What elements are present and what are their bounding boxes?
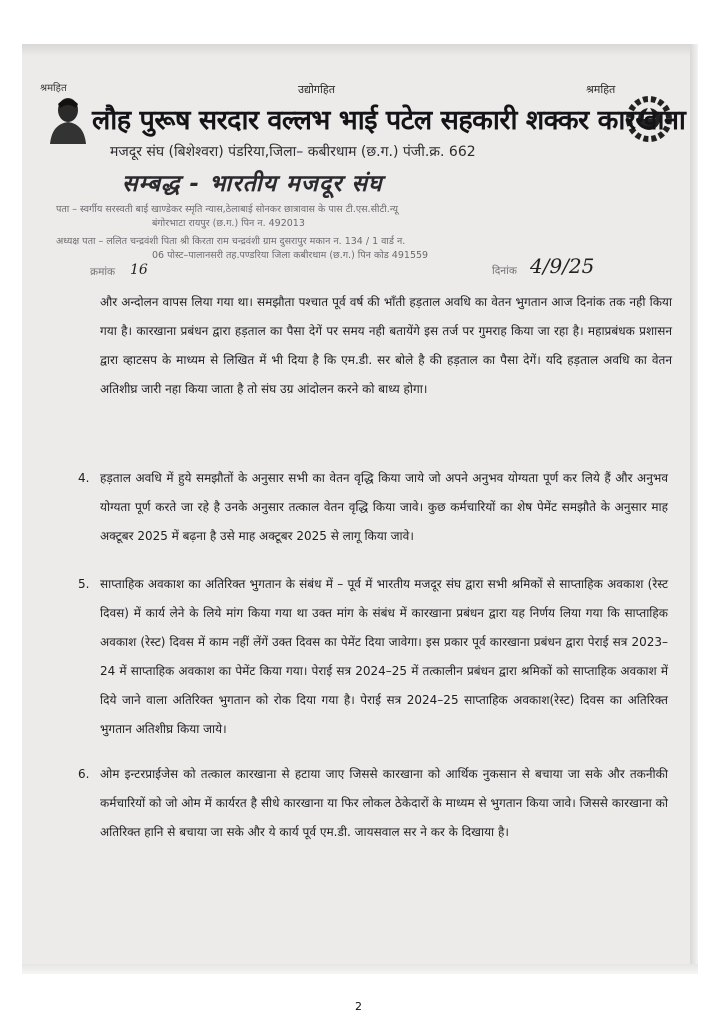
address-line-1: पता – स्वर्गीय सरस्वती बाई खाण्डेकर स्मृति न्यास,ठेलाबाई सोनकर छात्रावास के पास टी.एस.सीटी.न्यू bbox=[56, 204, 399, 215]
page-bottom-edge bbox=[22, 964, 698, 974]
middle-tag: उद्योगहित bbox=[298, 83, 335, 96]
point-text: ओम इन्टरप्राईजेस को तत्काल कारखाना से हटाया जाए जिससे कारखाना को आर्थिक नुकसान से बचाया जा सके और तकनीकी कर्मचारियों को जो ओम में कार्यरत है सीधे कारखाना या फिर लोकल ठेकेदारों के माध्यम से भुगतान किया जावे। जिससे कारखाना को अतिरिक्त हानि से बचाया जा सके और ये कार्य पूर्व एम.डी. जायसवाल सर ने कर के दिखाया है। bbox=[100, 767, 668, 839]
union-subline: मजदूर संघ (बिशेश्वरा) पंडरिया,जिला– कबीरधाम (छ.ग.) पंजी.क्र. 662 bbox=[110, 144, 476, 160]
page-number: 2 bbox=[355, 1000, 362, 1013]
union-name: लौह पुरूष सरदार वल्लभ भाई पटेल सहकारी शक्कर कारखाना bbox=[92, 105, 686, 136]
page-top-shadow bbox=[22, 44, 698, 56]
address-line-2: बंगोरभाटा रायपुर (छ.ग.) पिन न. 492013 bbox=[152, 218, 305, 229]
letter-sheet bbox=[22, 44, 698, 974]
point-4 bbox=[78, 464, 668, 551]
point-5 bbox=[78, 570, 668, 744]
date-value: 4/9/25 bbox=[530, 254, 595, 278]
point-number: 4. bbox=[78, 471, 90, 485]
reference-label: क्रमांक bbox=[90, 266, 116, 278]
left-tag: श्रमहित bbox=[40, 83, 67, 94]
address-line-4: 06 पोस्ट–पालानसरी तह.पण्डरिया जिला कबीरधाम (छ.ग.) पिन कोड 491559 bbox=[152, 250, 429, 261]
point-number: 6. bbox=[78, 767, 90, 781]
page-right-edge bbox=[690, 44, 698, 974]
point-6 bbox=[78, 760, 668, 847]
point-text: हड़ताल अवधि में हुये समझौतों के अनुसार सभी का वेतन वृद्धि किया जाये जो अपने अनुभव योग्यता पूर्ण कर लिये हैं और अनुभव योग्यता पूर्ण करते जा रहे है उनके अनुसार तत्काल वेतन वृद्धि किया जावे। कुछ कर्मचारियों का शेष पेमेंट समझौते के अनुसार माह अक्टूबर 2025 में बढ़ना है उसे माह अक्टूबर 2025 से लागू किया जावे। bbox=[100, 471, 668, 543]
right-tag: श्रमहित bbox=[586, 83, 616, 96]
date-label: दिनांक bbox=[492, 265, 517, 277]
point-text: साप्ताहिक अवकाश का अतिरिक्त भुगतान के संबंध में – पूर्व में भारतीय मजदूर संघ द्वारा सभी श्रमिकों से साप्ताहिक अवकाश (रेस्ट दिवस) में कार्य लेने के लिये मांग किया गया था उक्त मांग के संबंध में कारखाना प्रबंधन द्वारा यह निर्णय लिया गया कि साप्ताहिक अवकाश (रेस्ट) दिवस में काम नहीं लेंगें उक्त दिवस का पेमेंट दिया जावेगा। इस प्रकार पूर्व कारखाना प्रबंधन द्वारा पेराई सत्र 2023–24 में साप्ताहिक अवकाश का पेमेंट किया गया। पेराई सत्र 2024–25 में तत्कालीन प्रबंधन द्वारा श्रमिकों को साप्ताहिक अवकाश में दिये जाने वाला अतिरिक्त भुगतान को रोक दिया गया है। पेराई सत्र 2024–25 साप्ताहिक अवकाश(रेस्ट) दिवस का अतिरिक्त भुगतान अतिशीघ्र किया जाये। bbox=[100, 577, 668, 736]
point-number: 5. bbox=[78, 577, 90, 591]
affiliation-line: सम्बद्ध - भारतीय मजदूर संघ bbox=[122, 171, 383, 197]
leader-portrait-icon bbox=[46, 94, 86, 144]
address-line-3: अध्यक्ष पता – ललित चन्द्रवंशी पिता श्री किरता राम चन्द्रवंशी ग्राम दुसरापुर मकान न. 134 / 1 वार्ड न. bbox=[56, 236, 406, 247]
continuation-paragraph: और अन्दोलन वापस लिया गया था। समझौता पश्चात पूर्व वर्ष की भाँती हड़ताल अवधि का वेतन भुगतान आज दिनांक तक नही किया गया है। कारखाना प्रबंधन द्वारा हड़ताल का पैसा देगें पर समय नही बतायेंगे इस तर्ज पर गुमराह किया जा रहा है। महाप्रबंधक प्रशासन द्वारा व्हाटसप के माध्यम से लिखित में भी दिया है कि एम.डी. सर बोले है की हड़ताल का पैसा देगें। यदि हड़ताल अवधि का वेतन अतिशीघ्र जारी नहा किया जाता है तो संघ उग्र आंदोलन करने को बाध्य होगा। bbox=[100, 295, 672, 396]
reference-number: 16 bbox=[130, 262, 148, 278]
